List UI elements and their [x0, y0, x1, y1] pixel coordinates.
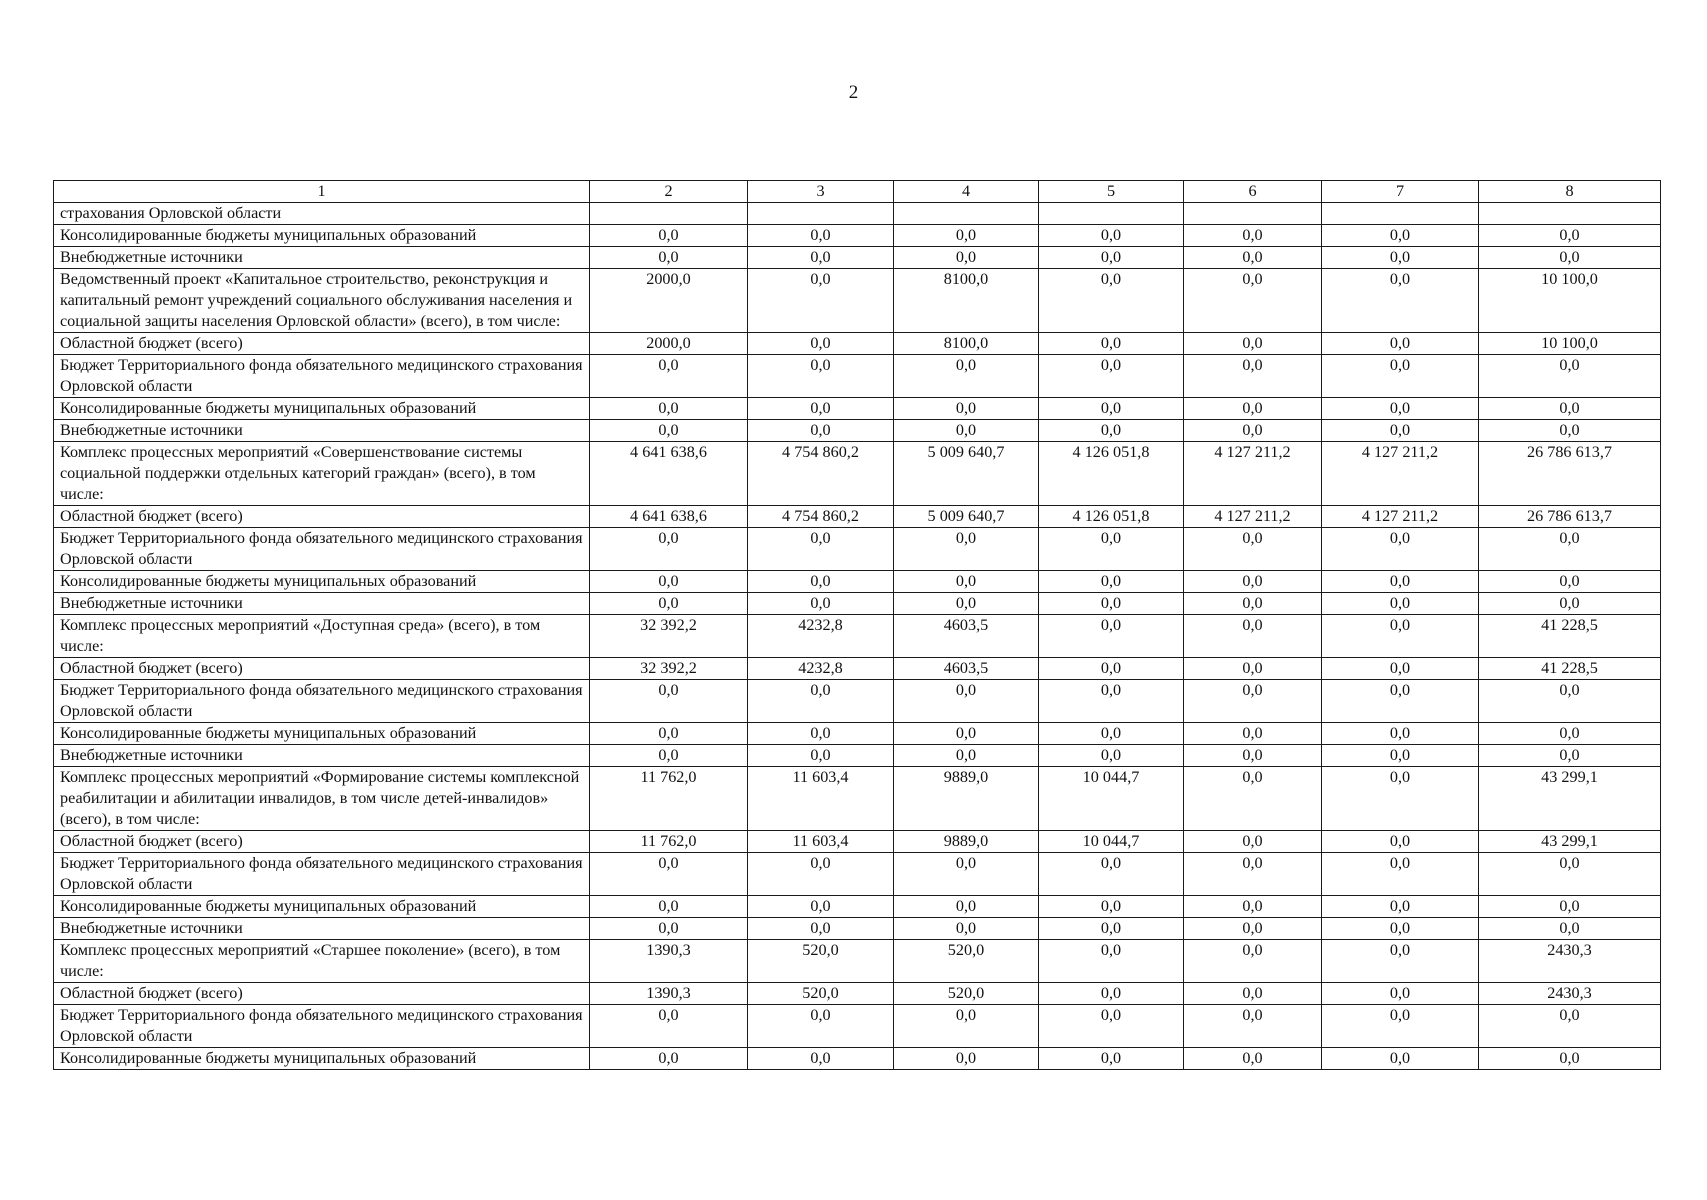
value-cell: 0,0 — [590, 593, 748, 615]
value-cell: 10 044,7 — [1039, 767, 1184, 831]
value-cell: 0,0 — [1322, 420, 1479, 442]
value-cell: 0,0 — [1479, 593, 1661, 615]
value-cell: 1390,3 — [590, 940, 748, 983]
page-number: 2 — [848, 82, 859, 103]
value-cell: 0,0 — [1039, 1005, 1184, 1048]
value-cell: 0,0 — [894, 745, 1039, 767]
value-cell: 0,0 — [1039, 615, 1184, 658]
value-cell — [590, 203, 748, 225]
value-cell: 0,0 — [1184, 420, 1322, 442]
value-cell: 0,0 — [1184, 983, 1322, 1005]
value-cell: 0,0 — [1322, 333, 1479, 355]
table-row — [54, 831, 1661, 853]
column-number-header: 6 — [1184, 181, 1322, 203]
row-label: Областной бюджет (всего) — [54, 983, 590, 1005]
table-row — [54, 745, 1661, 767]
value-cell: 0,0 — [748, 247, 894, 269]
row-label: Консолидированные бюджеты муниципальных образований — [54, 225, 590, 247]
value-cell: 0,0 — [1039, 680, 1184, 723]
value-cell: 0,0 — [894, 355, 1039, 398]
table-row — [54, 398, 1661, 420]
value-cell: 11 603,4 — [748, 767, 894, 831]
value-cell: 0,0 — [1479, 225, 1661, 247]
value-cell: 32 392,2 — [590, 658, 748, 680]
row-label: Комплекс процессных мероприятий «Доступная среда» (всего), в том числе: — [54, 615, 590, 658]
value-cell: 0,0 — [1039, 247, 1184, 269]
value-cell: 0,0 — [1039, 269, 1184, 333]
value-cell: 0,0 — [1322, 355, 1479, 398]
value-cell: 5 009 640,7 — [894, 442, 1039, 506]
value-cell: 4 754 860,2 — [748, 506, 894, 528]
value-cell: 4 127 211,2 — [1184, 442, 1322, 506]
value-cell: 8100,0 — [894, 269, 1039, 333]
value-cell: 0,0 — [894, 571, 1039, 593]
value-cell: 0,0 — [1322, 247, 1479, 269]
value-cell: 0,0 — [894, 680, 1039, 723]
value-cell: 11 603,4 — [748, 831, 894, 853]
value-cell: 0,0 — [1322, 767, 1479, 831]
value-cell: 0,0 — [1322, 528, 1479, 571]
value-cell: 0,0 — [748, 225, 894, 247]
value-cell: 4 127 211,2 — [1184, 506, 1322, 528]
value-cell: 0,0 — [894, 853, 1039, 896]
value-cell: 43 299,1 — [1479, 767, 1661, 831]
table-row — [54, 355, 1661, 398]
value-cell: 0,0 — [1184, 269, 1322, 333]
value-cell: 8100,0 — [894, 333, 1039, 355]
value-cell: 2430,3 — [1479, 940, 1661, 983]
column-number-header: 3 — [748, 181, 894, 203]
value-cell: 0,0 — [1184, 831, 1322, 853]
value-cell: 0,0 — [1039, 983, 1184, 1005]
value-cell: 0,0 — [1039, 333, 1184, 355]
value-cell: 0,0 — [1184, 658, 1322, 680]
value-cell: 0,0 — [1184, 528, 1322, 571]
value-cell: 0,0 — [748, 571, 894, 593]
value-cell: 0,0 — [894, 528, 1039, 571]
table-row — [54, 420, 1661, 442]
value-cell: 0,0 — [748, 1005, 894, 1048]
value-cell: 11 762,0 — [590, 831, 748, 853]
value-cell — [748, 203, 894, 225]
value-cell — [1039, 203, 1184, 225]
budget-table — [53, 180, 1661, 1070]
value-cell: 26 786 613,7 — [1479, 442, 1661, 506]
table-row — [54, 225, 1661, 247]
value-cell — [1479, 203, 1661, 225]
table-row — [54, 767, 1661, 831]
value-cell: 0,0 — [894, 896, 1039, 918]
row-label: Консолидированные бюджеты муниципальных образований — [54, 723, 590, 745]
column-number-header-row — [54, 181, 1661, 203]
value-cell: 0,0 — [1479, 896, 1661, 918]
value-cell: 520,0 — [748, 940, 894, 983]
value-cell: 0,0 — [1039, 528, 1184, 571]
value-cell: 1390,3 — [590, 983, 748, 1005]
row-label: Бюджет Территориального фонда обязательного медицинского страхования Орловской области — [54, 853, 590, 896]
column-number-header: 2 — [590, 181, 748, 203]
row-label: Внебюджетные источники — [54, 918, 590, 940]
row-label: Бюджет Территориального фонда обязательного медицинского страхования Орловской области — [54, 680, 590, 723]
value-cell: 0,0 — [1039, 918, 1184, 940]
value-cell: 0,0 — [1479, 723, 1661, 745]
table-row — [54, 571, 1661, 593]
value-cell: 0,0 — [1039, 1048, 1184, 1070]
value-cell: 4 127 211,2 — [1322, 442, 1479, 506]
value-cell: 520,0 — [748, 983, 894, 1005]
value-cell: 0,0 — [590, 571, 748, 593]
value-cell: 0,0 — [1184, 940, 1322, 983]
table-row — [54, 1005, 1661, 1048]
value-cell: 0,0 — [590, 723, 748, 745]
value-cell: 0,0 — [1322, 918, 1479, 940]
table-row — [54, 593, 1661, 615]
value-cell: 0,0 — [1322, 853, 1479, 896]
value-cell: 0,0 — [1322, 225, 1479, 247]
row-label: Областной бюджет (всего) — [54, 831, 590, 853]
table-row — [54, 918, 1661, 940]
value-cell: 0,0 — [1322, 269, 1479, 333]
value-cell: 0,0 — [748, 355, 894, 398]
value-cell: 0,0 — [1479, 528, 1661, 571]
value-cell — [894, 203, 1039, 225]
value-cell: 0,0 — [748, 680, 894, 723]
value-cell: 0,0 — [590, 355, 748, 398]
table-row — [54, 983, 1661, 1005]
value-cell: 0,0 — [894, 398, 1039, 420]
table-row — [54, 506, 1661, 528]
row-label: Областной бюджет (всего) — [54, 333, 590, 355]
table-row — [54, 853, 1661, 896]
value-cell: 0,0 — [1479, 571, 1661, 593]
row-label: Бюджет Территориального фонда обязательного медицинского страхования Орловской области — [54, 355, 590, 398]
value-cell: 0,0 — [748, 896, 894, 918]
row-label: страхования Орловской области — [54, 203, 590, 225]
value-cell: 0,0 — [590, 398, 748, 420]
value-cell: 0,0 — [1322, 680, 1479, 723]
value-cell: 0,0 — [748, 398, 894, 420]
value-cell: 0,0 — [1322, 615, 1479, 658]
value-cell: 4 641 638,6 — [590, 506, 748, 528]
value-cell: 0,0 — [1479, 853, 1661, 896]
value-cell: 0,0 — [1184, 1005, 1322, 1048]
column-number-header: 5 — [1039, 181, 1184, 203]
value-cell: 0,0 — [590, 896, 748, 918]
value-cell: 0,0 — [1479, 745, 1661, 767]
value-cell: 9889,0 — [894, 831, 1039, 853]
table-row — [54, 896, 1661, 918]
value-cell: 0,0 — [1184, 896, 1322, 918]
table-row — [54, 333, 1661, 355]
value-cell: 26 786 613,7 — [1479, 506, 1661, 528]
value-cell — [1184, 203, 1322, 225]
value-cell — [1322, 203, 1479, 225]
row-label: Консолидированные бюджеты муниципальных образований — [54, 896, 590, 918]
value-cell: 0,0 — [1184, 918, 1322, 940]
value-cell: 0,0 — [748, 269, 894, 333]
value-cell: 0,0 — [1184, 571, 1322, 593]
value-cell: 0,0 — [1039, 745, 1184, 767]
value-cell: 2000,0 — [590, 333, 748, 355]
value-cell: 4 127 211,2 — [1322, 506, 1479, 528]
value-cell: 0,0 — [590, 420, 748, 442]
value-cell: 0,0 — [1322, 896, 1479, 918]
table-row — [54, 615, 1661, 658]
row-label: Комплекс процессных мероприятий «Совершенствование системы социальной поддержки отдельных категорий граждан» (всего), в том числе: — [54, 442, 590, 506]
value-cell: 0,0 — [590, 225, 748, 247]
value-cell: 0,0 — [1322, 723, 1479, 745]
row-label: Внебюджетные источники — [54, 247, 590, 269]
value-cell: 0,0 — [748, 1048, 894, 1070]
row-label: Бюджет Территориального фонда обязательного медицинского страхования Орловской области — [54, 528, 590, 571]
value-cell: 0,0 — [1322, 1005, 1479, 1048]
value-cell: 0,0 — [1039, 940, 1184, 983]
value-cell: 0,0 — [1479, 680, 1661, 723]
value-cell: 0,0 — [748, 528, 894, 571]
column-number-header: 1 — [54, 181, 590, 203]
value-cell: 11 762,0 — [590, 767, 748, 831]
row-label: Консолидированные бюджеты муниципальных образований — [54, 1048, 590, 1070]
value-cell: 10 100,0 — [1479, 269, 1661, 333]
value-cell: 0,0 — [748, 723, 894, 745]
value-cell: 0,0 — [1184, 767, 1322, 831]
value-cell: 0,0 — [1322, 745, 1479, 767]
value-cell: 4603,5 — [894, 615, 1039, 658]
value-cell: 4603,5 — [894, 658, 1039, 680]
table-body — [54, 181, 1661, 1070]
value-cell: 4 126 051,8 — [1039, 442, 1184, 506]
row-label: Комплекс процессных мероприятий «Старшее поколение» (всего), в том числе: — [54, 940, 590, 983]
value-cell: 0,0 — [1184, 333, 1322, 355]
value-cell: 0,0 — [748, 333, 894, 355]
value-cell: 0,0 — [1322, 571, 1479, 593]
table-row — [54, 1048, 1661, 1070]
value-cell: 0,0 — [1039, 398, 1184, 420]
value-cell: 0,0 — [1184, 615, 1322, 658]
value-cell: 0,0 — [1184, 398, 1322, 420]
value-cell: 0,0 — [590, 1048, 748, 1070]
value-cell: 0,0 — [590, 1005, 748, 1048]
value-cell: 0,0 — [894, 420, 1039, 442]
value-cell: 0,0 — [748, 745, 894, 767]
value-cell: 10 044,7 — [1039, 831, 1184, 853]
value-cell: 0,0 — [894, 723, 1039, 745]
value-cell: 0,0 — [1184, 355, 1322, 398]
value-cell: 4 641 638,6 — [590, 442, 748, 506]
value-cell: 0,0 — [1322, 593, 1479, 615]
value-cell: 0,0 — [590, 247, 748, 269]
value-cell: 0,0 — [1184, 723, 1322, 745]
value-cell: 0,0 — [894, 225, 1039, 247]
row-label: Бюджет Территориального фонда обязательного медицинского страхования Орловской области — [54, 1005, 590, 1048]
value-cell: 41 228,5 — [1479, 615, 1661, 658]
value-cell: 4 126 051,8 — [1039, 506, 1184, 528]
column-number-header: 8 — [1479, 181, 1661, 203]
value-cell: 0,0 — [1039, 896, 1184, 918]
value-cell: 0,0 — [1039, 355, 1184, 398]
value-cell: 0,0 — [1039, 420, 1184, 442]
value-cell: 0,0 — [1184, 225, 1322, 247]
value-cell: 0,0 — [894, 247, 1039, 269]
value-cell: 0,0 — [1322, 831, 1479, 853]
value-cell: 10 100,0 — [1479, 333, 1661, 355]
table-row — [54, 269, 1661, 333]
value-cell: 0,0 — [1479, 355, 1661, 398]
value-cell: 0,0 — [1479, 1005, 1661, 1048]
value-cell: 0,0 — [590, 528, 748, 571]
value-cell: 0,0 — [894, 918, 1039, 940]
value-cell: 0,0 — [894, 593, 1039, 615]
value-cell: 0,0 — [1184, 745, 1322, 767]
value-cell: 0,0 — [1039, 723, 1184, 745]
value-cell: 0,0 — [1039, 853, 1184, 896]
value-cell: 0,0 — [894, 1005, 1039, 1048]
value-cell: 0,0 — [1184, 853, 1322, 896]
value-cell: 4 754 860,2 — [748, 442, 894, 506]
value-cell: 32 392,2 — [590, 615, 748, 658]
value-cell: 9889,0 — [894, 767, 1039, 831]
value-cell: 0,0 — [1479, 398, 1661, 420]
value-cell: 0,0 — [1479, 247, 1661, 269]
row-label: Внебюджетные источники — [54, 593, 590, 615]
value-cell: 0,0 — [1322, 1048, 1479, 1070]
table-row — [54, 658, 1661, 680]
table-row — [54, 528, 1661, 571]
value-cell: 0,0 — [1039, 571, 1184, 593]
value-cell: 0,0 — [748, 918, 894, 940]
value-cell: 0,0 — [1184, 1048, 1322, 1070]
row-label: Консолидированные бюджеты муниципальных образований — [54, 398, 590, 420]
table-row — [54, 680, 1661, 723]
value-cell: 0,0 — [1479, 1048, 1661, 1070]
value-cell: 0,0 — [1322, 658, 1479, 680]
table-row — [54, 442, 1661, 506]
value-cell: 0,0 — [1039, 225, 1184, 247]
value-cell: 4232,8 — [748, 615, 894, 658]
table-row — [54, 203, 1661, 225]
row-label: Внебюджетные источники — [54, 745, 590, 767]
value-cell: 2000,0 — [590, 269, 748, 333]
value-cell: 0,0 — [590, 745, 748, 767]
column-number-header: 4 — [894, 181, 1039, 203]
value-cell: 4232,8 — [748, 658, 894, 680]
column-number-header: 7 — [1322, 181, 1479, 203]
table-row — [54, 247, 1661, 269]
value-cell: 5 009 640,7 — [894, 506, 1039, 528]
value-cell: 0,0 — [1184, 680, 1322, 723]
value-cell: 0,0 — [590, 918, 748, 940]
row-label: Областной бюджет (всего) — [54, 658, 590, 680]
row-label: Внебюджетные источники — [54, 420, 590, 442]
value-cell: 520,0 — [894, 940, 1039, 983]
row-label: Ведомственный проект «Капитальное строительство, реконструкция и капитальный ремонт учреждений социального обслуживания населения и социальной защиты населения Орловской области» (всего), в том числе: — [54, 269, 590, 333]
table-row — [54, 723, 1661, 745]
value-cell: 520,0 — [894, 983, 1039, 1005]
value-cell: 43 299,1 — [1479, 831, 1661, 853]
value-cell: 0,0 — [1039, 593, 1184, 615]
value-cell: 0,0 — [590, 680, 748, 723]
row-label: Комплекс процессных мероприятий «Формирование системы комплексной реабилитации и абилитации инвалидов, в том числе детей-инвалидов» (всего), в том числе: — [54, 767, 590, 831]
value-cell: 0,0 — [748, 853, 894, 896]
value-cell: 0,0 — [590, 853, 748, 896]
value-cell: 0,0 — [1479, 420, 1661, 442]
value-cell: 0,0 — [748, 420, 894, 442]
value-cell: 0,0 — [1039, 658, 1184, 680]
value-cell: 0,0 — [1322, 398, 1479, 420]
value-cell: 0,0 — [1322, 983, 1479, 1005]
value-cell: 0,0 — [1322, 940, 1479, 983]
value-cell: 41 228,5 — [1479, 658, 1661, 680]
value-cell: 0,0 — [894, 1048, 1039, 1070]
value-cell: 2430,3 — [1479, 983, 1661, 1005]
value-cell: 0,0 — [1479, 918, 1661, 940]
value-cell: 0,0 — [1184, 247, 1322, 269]
table-row — [54, 940, 1661, 983]
row-label: Консолидированные бюджеты муниципальных образований — [54, 571, 590, 593]
row-label: Областной бюджет (всего) — [54, 506, 590, 528]
value-cell: 0,0 — [1184, 593, 1322, 615]
value-cell: 0,0 — [748, 593, 894, 615]
